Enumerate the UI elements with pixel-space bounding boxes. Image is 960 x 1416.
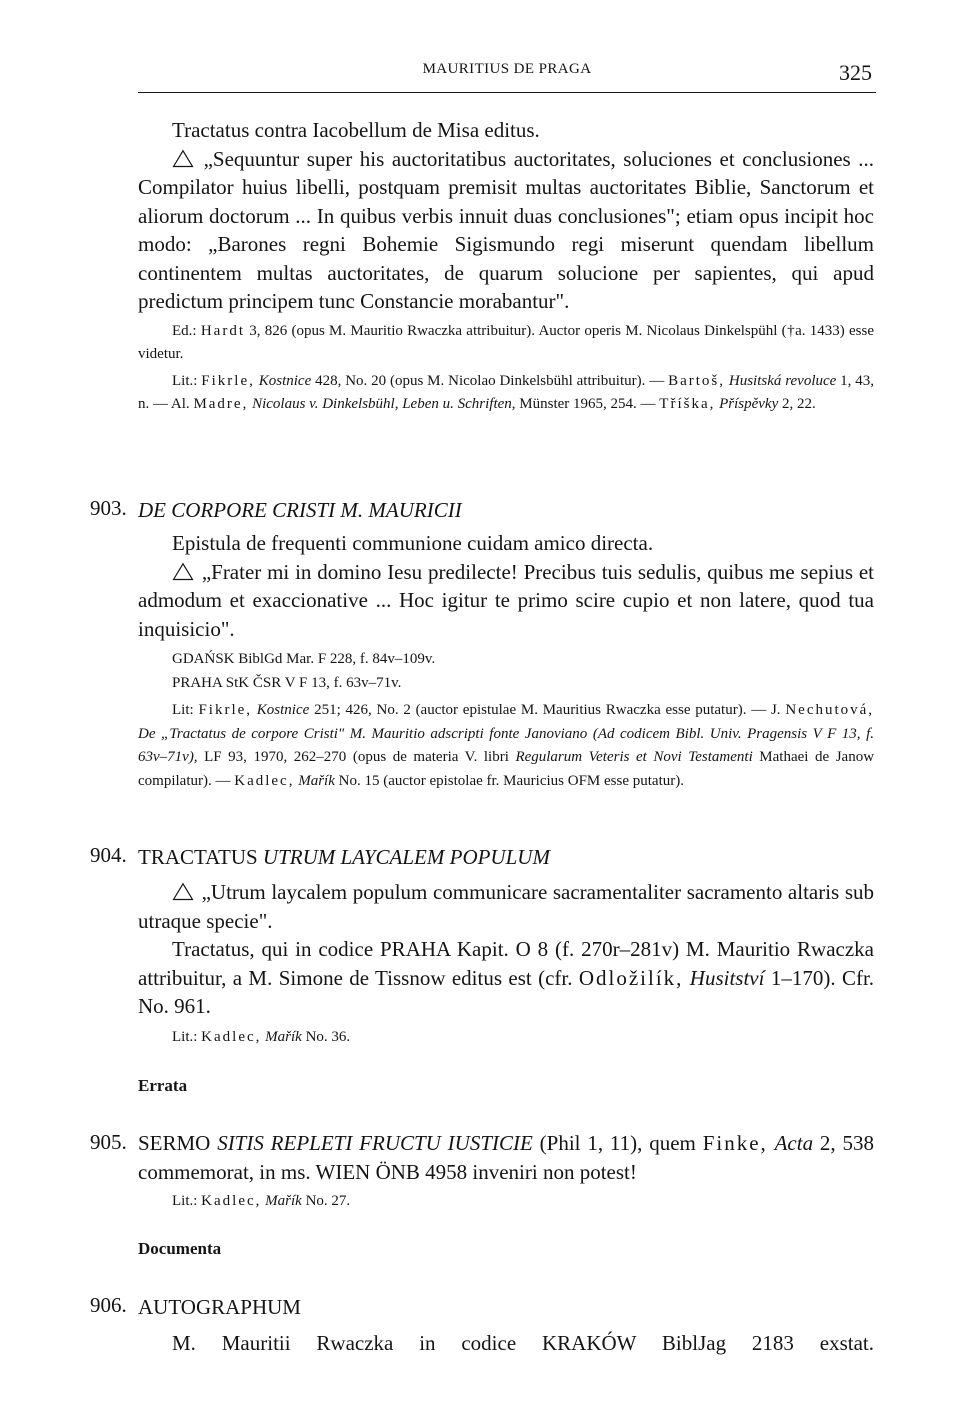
entry-number: 906. [90,1293,127,1317]
lit-title: Kostnice [258,372,312,389]
incipit-text: „Frater mi in domino Iesu predilecte! Precibus tuis sedulis, quibus me sepius et admodum et exaccionative ... Hoc igitur te primo scire cupio et non latere, quod tua inquisicio". [138,559,874,641]
note-ref: 1–170). Cfr. No. 961. [138,965,875,1018]
lit-author: Fikrle, [201,372,255,389]
incipit-triangle-icon [172,882,194,901]
lit-ref: Münster 1965, 254. — [519,396,656,412]
entry-904 [138,843,874,1049]
entry-902-continued [138,116,874,417]
lit-author: Nechutová, [785,702,875,718]
entry-description: Epistula de frequenti communione cuidam amico directa. [172,531,654,555]
documenta-heading: Documenta [138,1239,222,1258]
lit-title: Mařík [265,1193,302,1209]
incipit-paragraph [138,878,874,935]
errata-heading: Errata [138,1076,188,1095]
lit-author: Fikrle, [198,702,253,718]
note-text: Tractatus, qui in codice PRAHA Kapit. O 8 (f. 270r–281v) M. Mauritio Rwaczka attribuitur, a M. Simone de Tissnow editus est (cfr. [138,937,874,990]
entry-number: 905. [90,1130,127,1154]
ed-author: Hardt [200,322,245,339]
lit-title: Husitská revoluce [728,372,837,389]
lit-title: Nicolaus v. Dinkelsbühl, Leben u. Schriften, [252,396,516,412]
lit-author: Kadlec, [201,1028,262,1045]
lit-title: Regularum Veteris et Novi Testamenti [515,749,753,765]
literature-note [138,1026,874,1050]
entry-work-title: Acta [774,1131,814,1155]
lit-author: Kadlec, [234,772,295,789]
lit-ref: 2, 22. [782,396,816,412]
ed-label: Ed.: [172,322,197,339]
entry-author: Finke, [702,1131,768,1155]
work-line: Tractatus contra Iacobellum de Misa editus. [172,118,540,142]
ed-text: 3, 826 (opus M. Mauritio Rwaczka attribuitur). Auctor operis M. Nicolaus Dinkelspühl (†a. 1433) esse videtur. [138,322,875,362]
lit-label: Lit.: [172,1193,198,1209]
lit-title: Mařík [265,1028,302,1045]
lit-ref: No. 36. [305,1028,351,1045]
manuscript-item: PRAHA StK ČSR V F 13, f. 63v–71v. [172,674,402,691]
entry-text-part: 2, 538 commemorat, in ms. WIEN ÖNB 4958 inveniri non potest! [138,1131,874,1184]
entry-text [138,1129,874,1186]
lit-ref: No. 27. [305,1193,351,1209]
lit-title: De „Tractatus de corpore Cristi" M. Mauritio adscripti fonte Janoviano (Ad codicem Bibl. Univ. Pragensis V F 13, f. 63v–71v), [138,725,874,765]
lit-title: Mařík [298,772,335,789]
edition-note [138,320,874,367]
lit-author: Tříška, [659,396,716,412]
entry-text-part: SERMO [138,1131,211,1155]
manuscript-item: GDAŃSK BiblGd Mar. F 228, f. 84v–109v. [172,651,436,667]
entry-906 [138,1293,874,1358]
entry-text: M. Mauritii Rwaczka in codice KRAKÓW BiblJag 2183 exstat. [172,1331,874,1355]
entry-note [138,935,874,1021]
lit-author: Madre, [193,396,249,412]
lit-ref: LF 93, 1970, 262–270 (opus de materia V. libri [204,749,509,765]
entry-title [138,843,874,871]
lit-ref: Mathaei de Janow compilatur). — [138,749,875,789]
lit-ref: 428, No. 20 (opus M. Nicolao Dinkelsbühl attribuitur). — [315,372,665,389]
entry-title-italic: UTRUM LAYCALEM POPULUM [262,845,550,869]
entry-title-italic: SITIS REPLETI FRUCTU IUSTICIE [217,1131,533,1155]
literature-note [138,699,874,793]
lit-ref: No. 15 (auctor epistolae fr. Mauricius OFM esse putatur). [338,772,684,789]
page-header [138,58,876,98]
note-title: Husitství [689,965,765,990]
lit-title: Kostnice [256,702,310,718]
lit-label: Lit: [172,702,194,718]
entry-905 [138,1129,874,1214]
lit-ref: 251; 426, No. 2 (auctor epistulae M. Mauritius Rwaczka esse putatur). — J. [314,702,781,718]
page-number: 325 [839,60,872,85]
entry-number: 903. [90,496,127,520]
entry-title: AUTOGRAPHUM [138,1295,301,1319]
entry-number: 904. [90,843,127,867]
lit-label: Lit.: [172,1028,198,1045]
entry-903 [138,496,874,793]
incipit-paragraph [138,558,874,644]
incipit-triangle-icon [172,562,194,581]
running-title: MAURITIUS DE PRAGA [422,61,592,77]
lit-label: Lit.: [172,372,198,389]
entry-title-plain: TRACTATUS [138,845,258,869]
lit-author: Bartoš, [668,372,726,389]
entry-text-part: (Phil 1, 11), quem [539,1131,696,1155]
lit-author: Kadlec, [201,1193,262,1209]
entry-title [138,496,874,524]
note-author: Odložilík, [578,965,684,990]
entry-title-text: DE CORPORE CRISTI M. MAURICII [138,498,462,522]
incipit-text: „Utrum laycalem populum communicare sacramentaliter sacramento altaris sub utraque specie". [138,880,874,933]
header-rule [138,92,876,93]
incipit-paragraph [138,145,874,316]
incipit-text: „Sequuntur super his auctoritatibus auctoritates, soluciones et conclusiones ... Compilator huius libelli, postquam premisit multas auctoritates Biblie, Sanctorum et aliorum doctorum ... In quibus verbis innuit duas conclusiones"; etiam opus incipit hoc modo: „Barones regni Bohemie Sigismundo regi miserunt quendam libellum continentem multas auctoritates, de quarum solucione per sapientes, qui apud predictum principem tunc Constancie morabantur". [138,146,875,313]
lit-title: Příspěvky [719,396,779,412]
literature-note [138,370,874,417]
lit-ref: 1, 43, n. — Al. [138,372,875,412]
literature-note [138,1190,874,1214]
incipit-triangle-icon [172,149,194,168]
